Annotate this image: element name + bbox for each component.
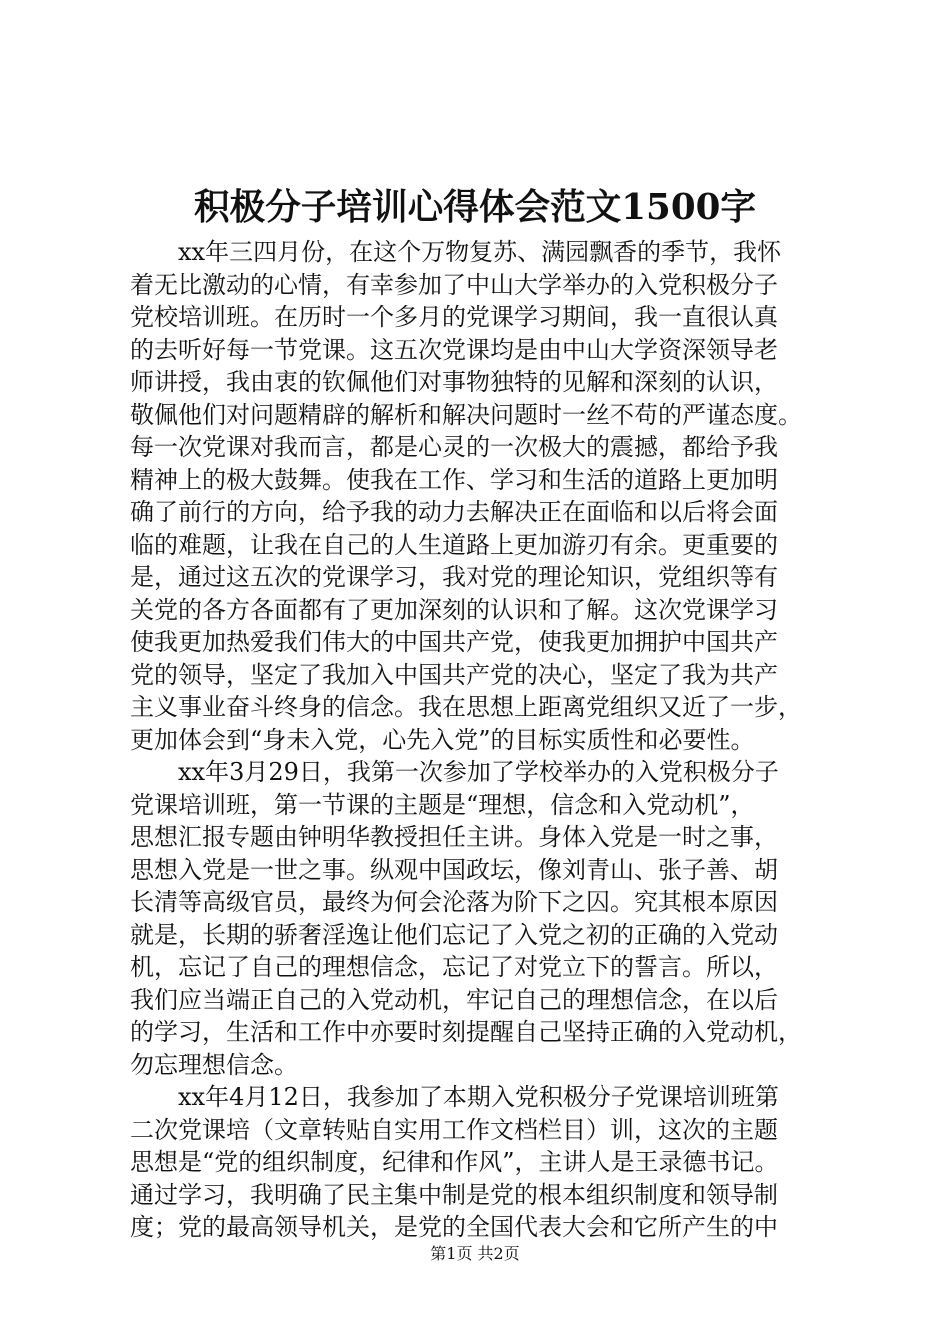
text-line: 精神上的极大鼓舞。使我在工作、学习和生活的道路上更加明 — [130, 465, 778, 494]
text-line: 二次党课培（文章转贴自实用工作文档栏目）训，这次的主题 — [130, 1115, 778, 1144]
text-line: 着无比激动的心情，有幸参加了中山大学举办的入党积极分子 — [130, 270, 778, 299]
text-line: 确了前行的方向，给予我的动力去解决正在面临和以后将会面 — [130, 498, 778, 526]
document-body — [130, 236, 845, 1244]
text-line: 党的领导，坚定了我加入中国共产党的决心，坚定了我为共产 — [130, 660, 778, 689]
paragraph-3 — [130, 1081, 845, 1244]
page-number-footer: 第1页 共2页 — [430, 1244, 520, 1263]
text-line: 是，通过这五次的党课学习，我对党的理论知识，党组织等有 — [130, 563, 778, 591]
text-line: 通过学习，我明确了民主集中制是党的根本组织制度和领导制 — [130, 1180, 778, 1209]
text-line: xx年4月12日，我参加了本期入党积极分子党课培训班第 — [178, 1083, 779, 1111]
text-line: 关党的各方各面都有了更加深刻的认识和了解。这次党课学习 — [130, 595, 778, 624]
text-line: 度；党的最高领导机关，是党的全国代表大会和它所产生的中 — [130, 1213, 778, 1241]
text-line: 党课培训班，第一节课的主题是“理想，信念和入党动机”， — [130, 790, 755, 819]
text-line: 思想汇报专题由钟明华教授担任主讲。身体入党是一时之事， — [130, 823, 778, 851]
text-line: 更加体会到“身未入党，心先入党”的目标实质性和必要性。 — [130, 725, 755, 754]
text-line: 的去听好每一节党课。这五次党课均是由中山大学资深领导老 — [130, 335, 778, 364]
text-line: 就是，长期的骄奢淫逸让他们忘记了入党之初的正确的入党动 — [130, 920, 778, 949]
paragraph-1 — [130, 236, 845, 756]
document-title: 积极分子培训心得体会范文1500字 — [193, 187, 757, 228]
text-line: 思想是“党的组织制度，纪律和作风”，主讲人是王录德书记。 — [130, 1148, 779, 1176]
text-line: 我们应当端正自己的入党动机，牢记自己的理想信念，在以后 — [130, 985, 778, 1014]
text-line: 党校培训班。在历时一个多月的党课学习期间，我一直很认真 — [130, 303, 778, 331]
text-line: 思想入党是一世之事。纵观中国政坛，像刘青山、张子善、胡 — [130, 855, 778, 884]
text-line: 使我更加热爱我们伟大的中国共产党，使我更加拥护中国共产 — [130, 628, 778, 656]
text-line: 主义事业奋斗终身的信念。我在思想上距离党组织又近了一步， — [130, 693, 802, 721]
text-line: 长清等高级官员，最终为何会沦落为阶下之囚。究其根本原因 — [130, 888, 778, 916]
text-line: 敬佩他们对问题精辟的解析和解决问题时一丝不苟的严谨态度。 — [130, 400, 802, 429]
text-line: xx年3月29日，我第一次参加了学校举办的入党积极分子 — [178, 758, 779, 786]
text-line: 的学习，生活和工作中亦要时刻提醒自己坚持正确的入党动机， — [130, 1018, 802, 1046]
text-line: 师讲授，我由衷的钦佩他们对事物独特的见解和深刻的认识， — [130, 368, 778, 396]
text-line: 每一次党课对我而言，都是心灵的一次极大的震撼，都给予我 — [130, 433, 778, 461]
text-line: 临的难题，让我在自己的人生道路上更加游刃有余。更重要的 — [130, 530, 778, 559]
text-line: 勿忘理想信念。 — [130, 1050, 298, 1079]
paragraph-2 — [130, 756, 845, 1081]
text-line: 机，忘记了自己的理想信念，忘记了对党立下的誓言。所以， — [130, 953, 778, 981]
text-line: xx年三四月份，在这个万物复苏、满园飘香的季节，我怀 — [178, 238, 782, 266]
